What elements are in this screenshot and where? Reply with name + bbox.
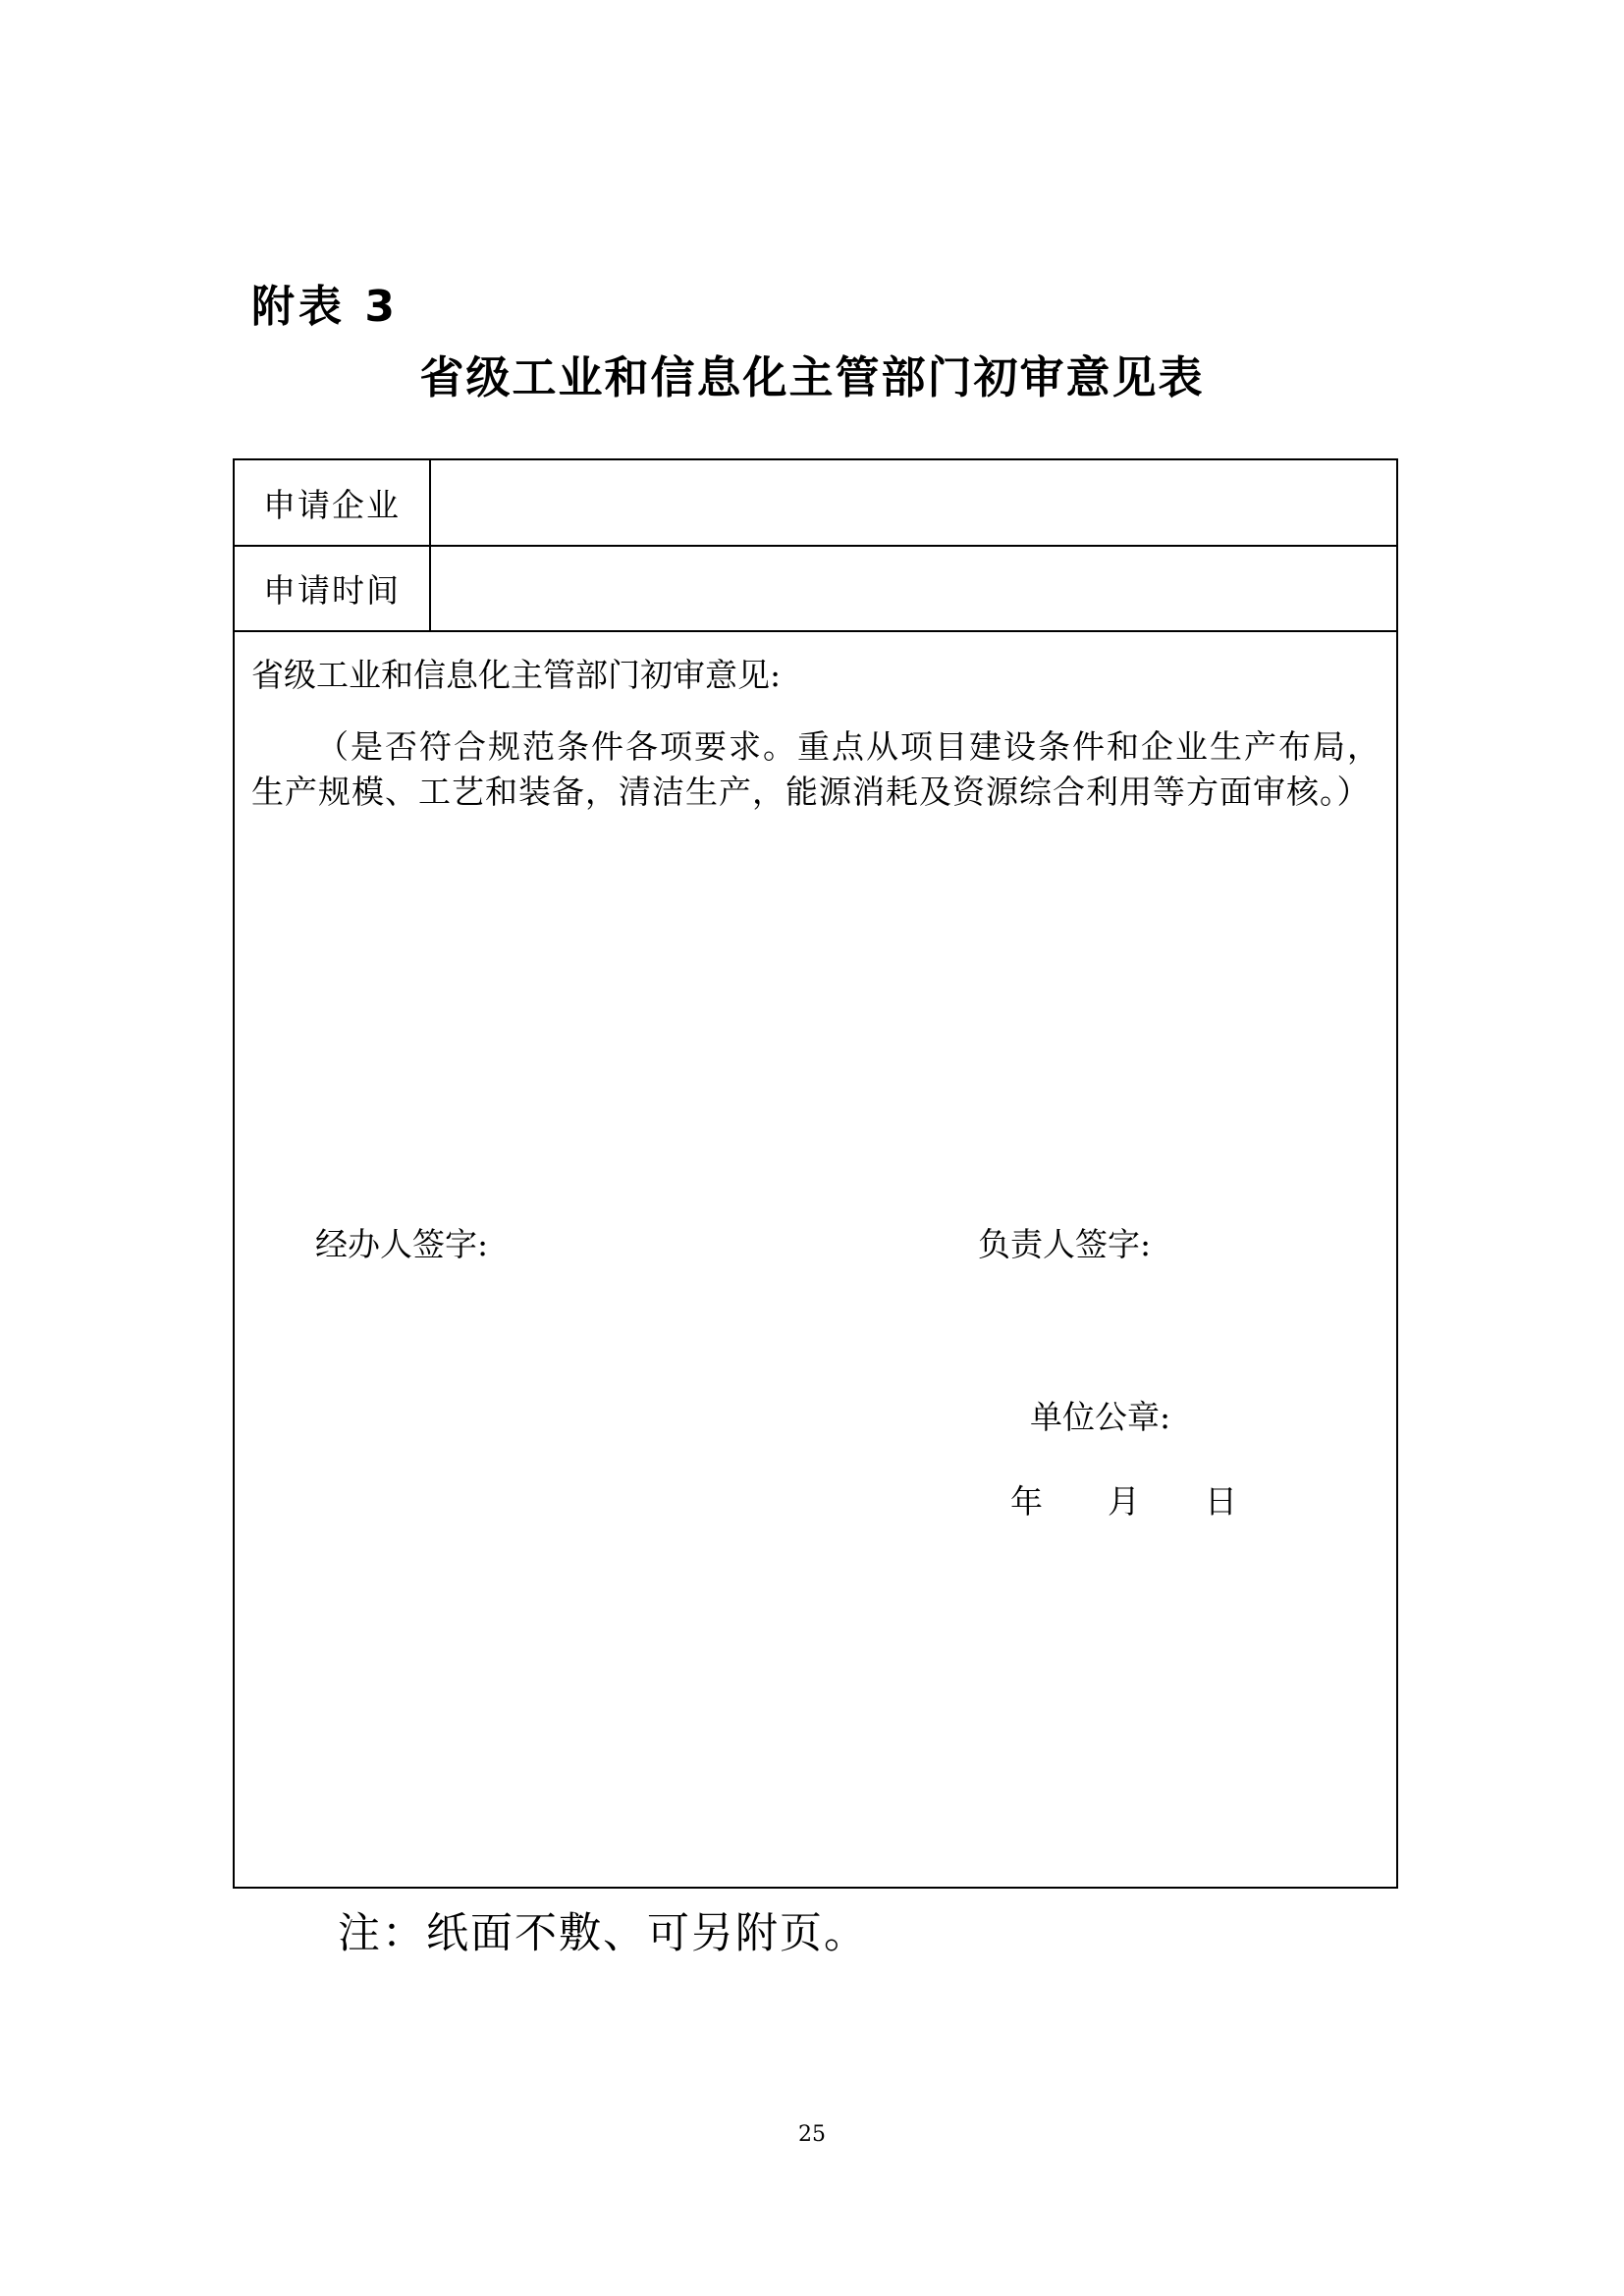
handler-signature-label: 经办人签字: bbox=[315, 1225, 489, 1263]
review-form-table bbox=[233, 458, 1398, 1889]
date-line bbox=[1010, 1478, 1237, 1525]
page-number: 25 bbox=[798, 2122, 826, 2147]
opinion-cell[interactable] bbox=[235, 632, 1396, 1887]
appendix-label: 附表 3 bbox=[251, 282, 399, 332]
footnote: 注：纸面不敷、可另附页。 bbox=[338, 1909, 868, 1958]
table-row-applicant bbox=[235, 460, 1396, 547]
application-time-field[interactable] bbox=[431, 547, 1396, 630]
opinion-note: （是否符合规范条件各项要求。重点从项目建设条件和企业生产布局，生产规模、工艺和装备，清洁生产，能源消耗及资源综合利用等方面审核。） bbox=[251, 727, 1380, 811]
date-year-label: 年 bbox=[1010, 1482, 1043, 1521]
page-title: 省级工业和信息化主管部门初审意见表 bbox=[419, 351, 1205, 403]
application-time-label: 申请时间 bbox=[235, 547, 431, 630]
leader-signature-label: 负责人签字: bbox=[978, 1225, 1152, 1263]
applicant-label: 申请企业 bbox=[235, 460, 431, 545]
opinion-heading: 省级工业和信息化主管部门初审意见: bbox=[251, 656, 782, 694]
date-day-label: 日 bbox=[1205, 1482, 1237, 1521]
unit-seal-label: 单位公章: bbox=[1030, 1398, 1171, 1436]
table-row-application-time bbox=[235, 547, 1396, 632]
applicant-field[interactable] bbox=[431, 460, 1396, 545]
date-month-label: 月 bbox=[1108, 1482, 1140, 1521]
